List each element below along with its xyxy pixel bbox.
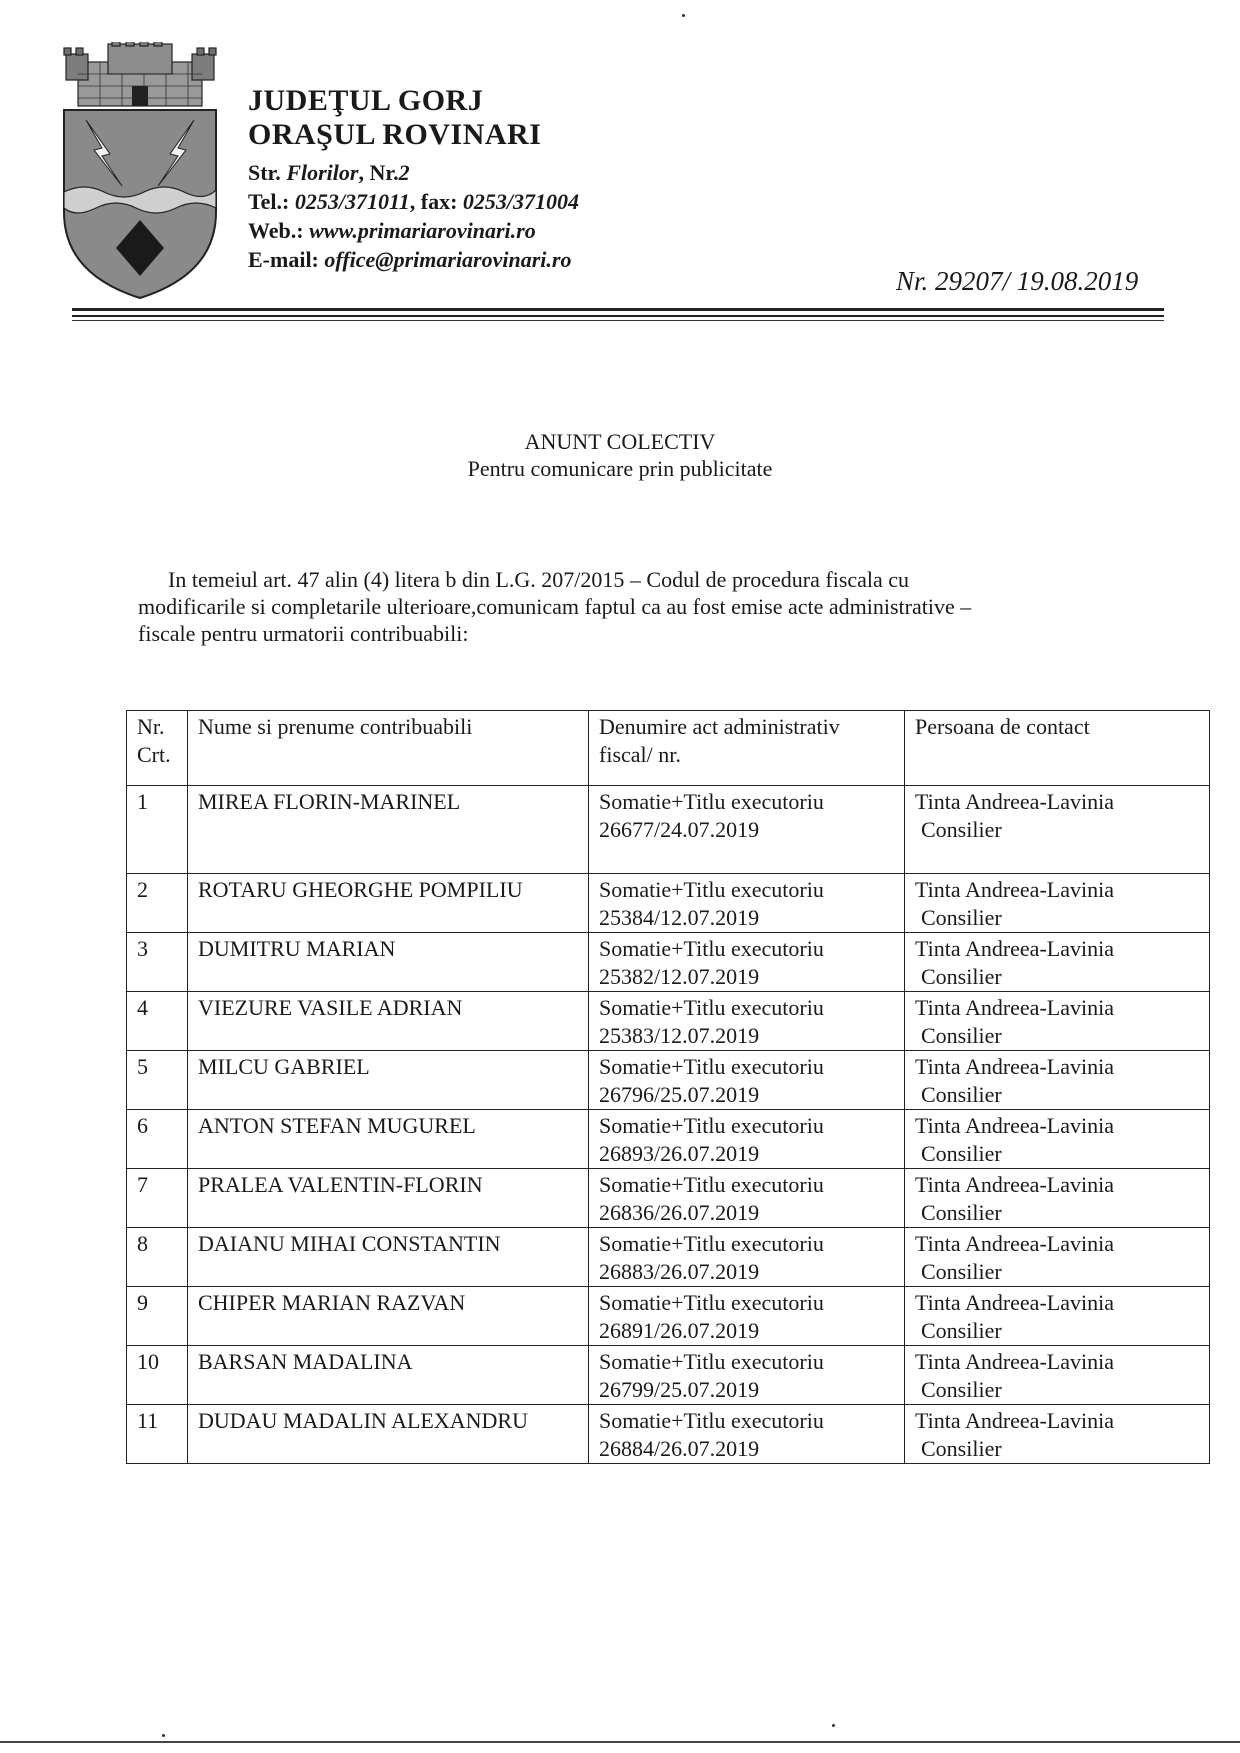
page-bottom-line bbox=[0, 1741, 1240, 1743]
contact-cell bbox=[905, 1405, 1210, 1464]
email-line: E-mail: office@primariarovinari.ro bbox=[248, 247, 572, 272]
row-number: 7 bbox=[127, 1169, 188, 1228]
contact-name: Tinta Andreea-Lavinia bbox=[915, 1231, 1114, 1256]
act-type: Somatie+Titlu executoriu bbox=[599, 789, 824, 814]
act-type: Somatie+Titlu executoriu bbox=[599, 936, 824, 961]
taxpayer-name: VIEZURE VASILE ADRIAN bbox=[188, 992, 589, 1051]
header-divider bbox=[72, 320, 1164, 321]
scan-speck bbox=[682, 14, 685, 17]
contact-cell bbox=[905, 1110, 1210, 1169]
contact-role: Consilier bbox=[921, 1259, 1002, 1284]
table-row bbox=[127, 933, 1210, 992]
table-row bbox=[127, 1346, 1210, 1405]
row-number: 4 bbox=[127, 992, 188, 1051]
taxpayer-name: MIREA FLORIN-MARINEL bbox=[188, 786, 589, 874]
act-type: Somatie+Titlu executoriu bbox=[599, 877, 824, 902]
row-number: 10 bbox=[127, 1346, 188, 1405]
contact-name: Tinta Andreea-Lavinia bbox=[915, 877, 1114, 902]
act-number: 26893/26.07.2019 bbox=[599, 1141, 760, 1166]
scan-speck bbox=[162, 1734, 165, 1737]
act-cell bbox=[589, 1228, 905, 1287]
act-number: 25383/12.07.2019 bbox=[599, 1023, 760, 1048]
header-divider bbox=[72, 308, 1164, 311]
contact-cell bbox=[905, 933, 1210, 992]
header-contact: Persoana de contact bbox=[905, 711, 1210, 786]
contact-name: Tinta Andreea-Lavinia bbox=[915, 1113, 1114, 1138]
contact-role: Consilier bbox=[921, 1436, 1002, 1461]
act-cell bbox=[589, 786, 905, 874]
contact-cell bbox=[905, 786, 1210, 874]
header-divider bbox=[72, 315, 1164, 317]
contact-role: Consilier bbox=[921, 1141, 1002, 1166]
table-row bbox=[127, 1051, 1210, 1110]
contact-cell bbox=[905, 874, 1210, 933]
intro-paragraph bbox=[138, 566, 1098, 647]
act-cell bbox=[589, 933, 905, 992]
act-cell bbox=[589, 1405, 905, 1464]
row-number: 6 bbox=[127, 1110, 188, 1169]
act-type: Somatie+Titlu executoriu bbox=[599, 1290, 824, 1315]
act-number: 26677/24.07.2019 bbox=[599, 817, 760, 842]
contact-name: Tinta Andreea-Lavinia bbox=[915, 1349, 1114, 1374]
table-row bbox=[127, 1287, 1210, 1346]
contact-role: Consilier bbox=[921, 1082, 1002, 1107]
table-row bbox=[127, 786, 1210, 874]
contact-role: Consilier bbox=[921, 964, 1002, 989]
contact-role: Consilier bbox=[921, 1318, 1002, 1343]
taxpayer-name: DUDAU MADALIN ALEXANDRU bbox=[188, 1405, 589, 1464]
act-cell bbox=[589, 1110, 905, 1169]
act-type: Somatie+Titlu executoriu bbox=[599, 995, 824, 1020]
contact-role: Consilier bbox=[921, 1377, 1002, 1402]
contact-cell bbox=[905, 1051, 1210, 1110]
act-number: 25384/12.07.2019 bbox=[599, 905, 760, 930]
address-line: Str. Florilor, Nr.2 bbox=[248, 160, 410, 185]
taxpayer-name: ANTON STEFAN MUGUREL bbox=[188, 1110, 589, 1169]
contact-name: Tinta Andreea-Lavinia bbox=[915, 1408, 1114, 1433]
phone-line: Tel.: 0253/371011, fax: 0253/371004 bbox=[248, 189, 580, 214]
taxpayer-name: PRALEA VALENTIN-FLORIN bbox=[188, 1169, 589, 1228]
institution-header bbox=[248, 84, 579, 274]
act-cell bbox=[589, 1287, 905, 1346]
row-number: 2 bbox=[127, 874, 188, 933]
act-number: 26836/26.07.2019 bbox=[599, 1200, 760, 1225]
contact-cell bbox=[905, 1169, 1210, 1228]
act-type: Somatie+Titlu executoriu bbox=[599, 1113, 824, 1138]
contact-name: Tinta Andreea-Lavinia bbox=[915, 1054, 1114, 1079]
contact-name: Tinta Andreea-Lavinia bbox=[915, 1172, 1114, 1197]
taxpayers-table bbox=[126, 710, 1210, 1464]
taxpayer-name: ROTARU GHEORGHE POMPILIU bbox=[188, 874, 589, 933]
taxpayer-name: CHIPER MARIAN RAZVAN bbox=[188, 1287, 589, 1346]
contact-name: Tinta Andreea-Lavinia bbox=[915, 936, 1114, 961]
row-number: 5 bbox=[127, 1051, 188, 1110]
town-name: ORAŞUL ROVINARI bbox=[248, 118, 542, 151]
act-number: 26891/26.07.2019 bbox=[599, 1318, 760, 1343]
taxpayer-name: MILCU GABRIEL bbox=[188, 1051, 589, 1110]
taxpayer-name: DAIANU MIHAI CONSTANTIN bbox=[188, 1228, 589, 1287]
intro-line: modificarile si completarile ulterioare,comunicam faptul ca au fost emise acte administrative – bbox=[138, 594, 972, 619]
title-sub: Pentru comunicare prin publicitate bbox=[467, 456, 773, 481]
intro-line: fiscale pentru urmatorii contribuabili: bbox=[138, 621, 469, 646]
contact-role: Consilier bbox=[921, 1023, 1002, 1048]
contact-name: Tinta Andreea-Lavinia bbox=[915, 995, 1114, 1020]
act-type: Somatie+Titlu executoriu bbox=[599, 1408, 824, 1433]
table-header-row bbox=[127, 711, 1210, 786]
act-number: 26883/26.07.2019 bbox=[599, 1259, 760, 1284]
act-number: 26799/25.07.2019 bbox=[599, 1377, 760, 1402]
web-line: Web.: www.primariarovinari.ro bbox=[248, 218, 536, 243]
contact-cell bbox=[905, 1287, 1210, 1346]
scan-speck bbox=[832, 1724, 835, 1727]
county-name: JUDEŢUL GORJ bbox=[248, 84, 484, 117]
header-name: Nume si prenume contribuabili bbox=[188, 711, 589, 786]
act-cell bbox=[589, 992, 905, 1051]
table-row bbox=[127, 874, 1210, 933]
table-row bbox=[127, 1110, 1210, 1169]
act-cell bbox=[589, 874, 905, 933]
coat-of-arms-icon bbox=[60, 42, 220, 302]
row-number: 1 bbox=[127, 786, 188, 874]
contact-cell bbox=[905, 1228, 1210, 1287]
contact-name: Tinta Andreea-Lavinia bbox=[915, 1290, 1114, 1315]
contact-cell bbox=[905, 992, 1210, 1051]
row-number: 3 bbox=[127, 933, 188, 992]
act-number: 25382/12.07.2019 bbox=[599, 964, 760, 989]
act-type: Somatie+Titlu executoriu bbox=[599, 1172, 824, 1197]
table-row bbox=[127, 1169, 1210, 1228]
taxpayer-name: BARSAN MADALINA bbox=[188, 1346, 589, 1405]
header-nr: Nr. Crt. bbox=[127, 711, 188, 786]
table-row bbox=[127, 992, 1210, 1051]
intro-line: In temeiul art. 47 alin (4) litera b din L.G. 207/2015 – Codul de procedura fiscala cu bbox=[168, 567, 910, 592]
act-cell bbox=[589, 1051, 905, 1110]
act-number: 26884/26.07.2019 bbox=[599, 1436, 760, 1461]
act-number: 26796/25.07.2019 bbox=[599, 1082, 760, 1107]
act-cell bbox=[589, 1169, 905, 1228]
contact-role: Consilier bbox=[921, 905, 1002, 930]
header-act: Denumire act administrativ fiscal/ nr. bbox=[589, 711, 905, 786]
contact-name: Tinta Andreea-Lavinia bbox=[915, 789, 1114, 814]
table-row bbox=[127, 1405, 1210, 1464]
act-type: Somatie+Titlu executoriu bbox=[599, 1349, 824, 1374]
row-number: 11 bbox=[127, 1405, 188, 1464]
row-number: 9 bbox=[127, 1287, 188, 1346]
act-type: Somatie+Titlu executoriu bbox=[599, 1054, 824, 1079]
taxpayer-name: DUMITRU MARIAN bbox=[188, 933, 589, 992]
document-title bbox=[0, 428, 1240, 482]
table-row bbox=[127, 1228, 1210, 1287]
title-main: ANUNT COLECTIV bbox=[524, 429, 716, 454]
contact-cell bbox=[905, 1346, 1210, 1405]
registration-number: Nr. 29207/ 19.08.2019 bbox=[896, 266, 1139, 296]
contact-role: Consilier bbox=[921, 1200, 1002, 1225]
contact-role: Consilier bbox=[921, 817, 1002, 842]
act-type: Somatie+Titlu executoriu bbox=[599, 1231, 824, 1256]
act-cell bbox=[589, 1346, 905, 1405]
row-number: 8 bbox=[127, 1228, 188, 1287]
